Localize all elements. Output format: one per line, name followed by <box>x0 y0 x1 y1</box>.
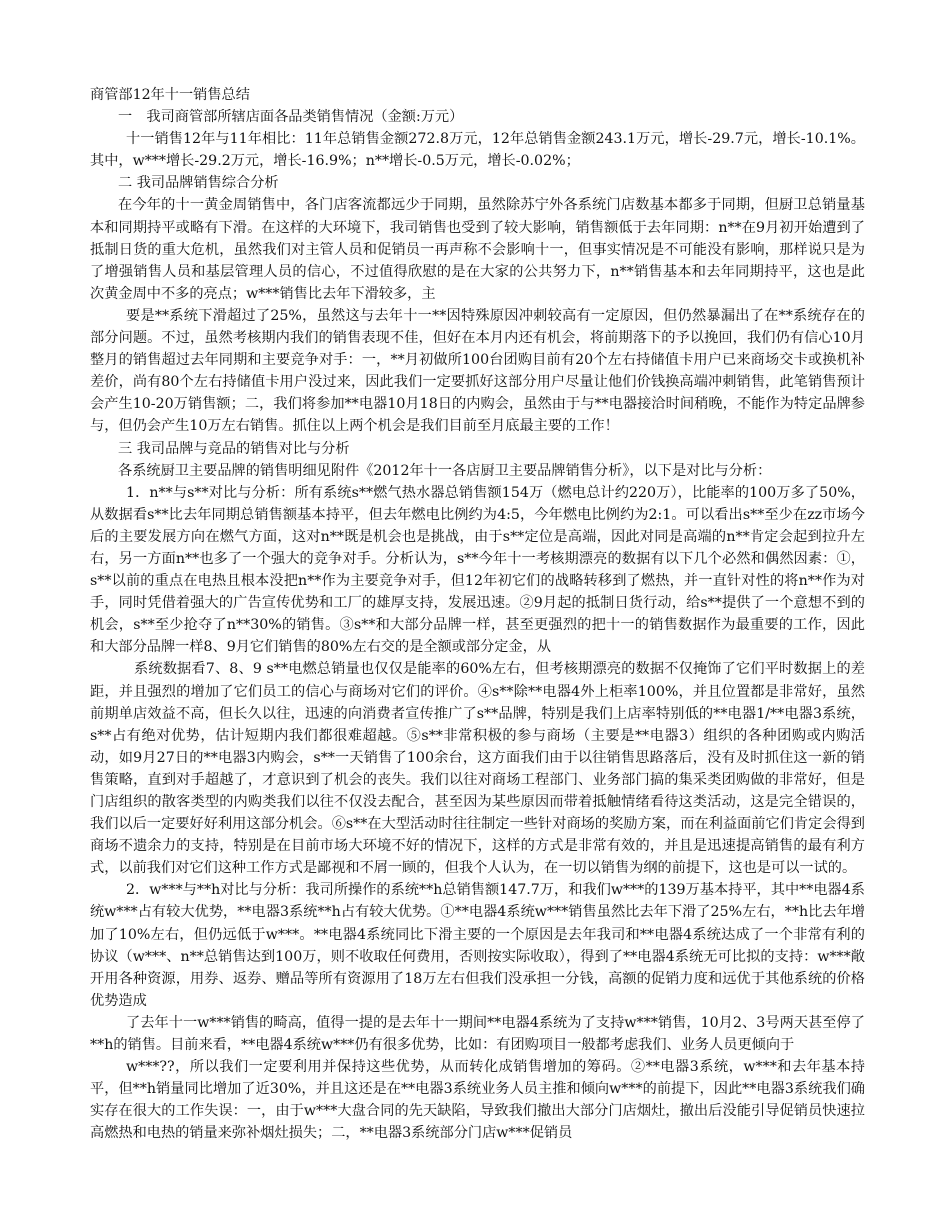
document-title: 商管部12年十一销售总结 <box>90 87 250 103</box>
paragraph: w***??，所以我们一定要利用并保持这些优势，从而转化成销售增加的筹码。②**电器3系统，w***和去年基本持平，但**h销量同比增加了近30%，并且这还是在**电器3系统业务人员主推和倾向w***的前提下，因此**电器3系统我们确实存在很大的工作失误：一，由于w***大盘合同的先天缺陷，导致我们撤出大部分门店烟灶，撤出后没能引导促销员快速拉高燃热和电热的销量来弥补烟灶损失；二，**电器3系统部分门店w***促销员 <box>90 1059 865 1142</box>
paragraph: 在今年的十一黄金周销售中，各门店客流都远少于同期，虽然除苏宁外各系统门店数基本都多于同期，但厨卫总销量基本和同期持平或略有下滑。在这样的大环境下，我司销售也受到了较大影响，销售额低于去年同期：n**在9月初开始遭到了抵制日货的重大危机，虽然我们对主管人员和促销员一再声称不会影响十一，但事实情况是不可能没有影响，那样说只是为了增强销售人员和基层管理人员的信心，不过值得欣慰的是在大家的公共努力下，n**销售基本和去年同期持平，这也是此次黄金周中不多的亮点；w***销售比去年下滑较多，主 <box>90 197 865 302</box>
paragraph: 各系统厨卫主要品牌的销售明细见附件《2012年十一各店厨卫主要品牌销售分析》，以下是对比与分析： <box>118 462 772 479</box>
paragraph: 1．n**与s**对比与分析：所有系统s**燃气热水器总销售额154万（燃电总计约220万），比能率的100万多了50%，从数据看s**比去年同期总销售额基本持平，但去年燃电比例约为4:5，今年燃电比例约为2:1。可以看出s**至少在zz市场今后的主要发展方向在燃气方面，这对n**既是机会也是挑战，由于s**定位是高端，因此对同是高端的n**肯定会起到拉升左右，另一方面n**也多了一个强大的竞争对手。分析认为，s**今年十一考核期漂亮的数据有以下几个必然和偶然因素：①，s**以前的重点在电热且根本没把n**作为主要竞争对手，但12年初它们的战略转移到了燃热，并一直针对性的将n**作为对手，同时凭借着强大的广告宣传优势和工厂的雄厚支持，发展迅速。②9月起的抵制日货行动，给s**提供了一个意想不到的机会，s**至少抢夺了n**30%的销售。③s**和大部分品牌一样，甚至更强烈的把十一的销售数据作为最重要的工作，因此和大部分品牌一样8、9月它们销售的80%左右交的是全额或部分定金，从 <box>90 484 865 656</box>
section-heading-3: 三 我司品牌与竞品的销售对比与分析 <box>118 440 350 457</box>
paragraph: 要是**系统下滑超过了25%，虽然这与去年十一**因特殊原因冲刺较高有一定原因，但仍然暴漏出了在**系统存在的部分问题。不过，虽然考核期内我们的销售表现不佳，但好在本月内还有机会，将前期落下的予以挽回，我们仍有信心10月整月的销售超过去年同期和主要竞争对手：一，**月初做所100台团购目前有20个左右持储值卡用户已来商场交卡或换机补差价，尚有80个左右持储值卡用户没过来，因此我们一定要抓好这部分用户尽量让他们价钱换高端冲刺销售，此笔销售预计会产生10-20万销售额；二，我们将参加**电器10月18日的内购会，虽然由于与**电器接洽时间稍晚，不能作为特定品牌参与，但仍会产生10万左右销售。抓住以上两个机会是我们目前至月底最主要的工作！ <box>90 307 865 435</box>
section-heading-1: 一 我司商管部所辖店面各品类销售情况（金额:万元） <box>118 109 464 126</box>
paragraph: 十一销售12年与11年相比：11年总销售金额272.8万元，12年总销售金额243.1万元，增长-29.7元，增长-10.1%。其中，w***增长-29.2万元，增长-16.9%；n**增长-0.5万元，增长-0.02%； <box>90 131 865 170</box>
paragraph: 了去年十一w***销售的畸高，值得一提的是去年十一期间**电器4系统为了支持w***销售，10月2、3号两天甚至停了**h的销售。目前来看，**电器4系统w***仍有很多优势，比如：有团购项目一般都考虑我们、业务人员更倾向于 <box>90 1014 865 1054</box>
paragraph: 系统数据看7、8、9 s**电燃总销量也仅仅是能率的60%左右，但考核期漂亮的数据不仅掩饰了它们平时数据上的差距，并且强烈的增加了它们员工的信心与商场对它们的评价。④s**除**电器4外上柜率100%，并且位置都是非常好，虽然前期单店效益不高，但长久以往，迅速的向消费者宣传推广了s**品牌，特别是我们上店率特别低的**电器1/**电器3系统，s**占有绝对优势，估计短期内我们都很难超越。⑤s**非常积极的参与商场（主要是**电器3）组织的各种团购或内购活动，如9月27日的**电器3内购会，s**一天销售了100余台，这方面我们由于以往销售思路落后，没有及时抓住这一新的销售策略，直到对手超越了，才意识到了机会的丧失。我们以往对商场工程部门、业务部门搞的集采类团购做的非常好，但是门店组织的散客类型的内购类我们以往不仅没去配合，甚至因为某些原因而带着抵触情绪看待这类活动，这是完全错误的，我们以后一定要好好利用这部分机会。⑥s**在大型活动时往往制定一些针对商场的奖励方案，而在利益面前它们肯定会得到商场不遗余力的支持，特别是在目前市场大环境不好的情况下，这样的方式是非常有效的，并且是迅速提高销售的最有利方式，以前我们对它们这种工作方式是鄙视和不屑一顾的，但我个人认为，在一切以销售为纲的前提下，这也是可以一试的。 <box>90 661 865 877</box>
section-heading-2: 二 我司品牌销售综合分析 <box>118 175 279 192</box>
paragraph: 2．w***与**h对比与分析：我司所操作的系统**h总销售额147.7万，和我们w***的139万基本持平，其中**电器4系统w***占有较大优势，**电器3系统**h占有较大优势。①**电器4系统w***销售虽然比去年下滑了25%左右，**h比去年增加了10%左右，但仍远低于w***。**电器4系统同比下滑主要的一个原因是去年我司和**电器4系统达成了一个非常有利的协议（w***、n**总销售达到100万，则不收取任何费用，否则按实际收取），得到了**电器4系统无可比拟的支持：w***敞开用各种资源，用券、返券、赠品等所有资源用了18万左右但我们没承担一分钱，高额的促销力度和远优于其他系统的价格优势造成 <box>90 882 866 1009</box>
document-body <box>90 84 865 1145</box>
